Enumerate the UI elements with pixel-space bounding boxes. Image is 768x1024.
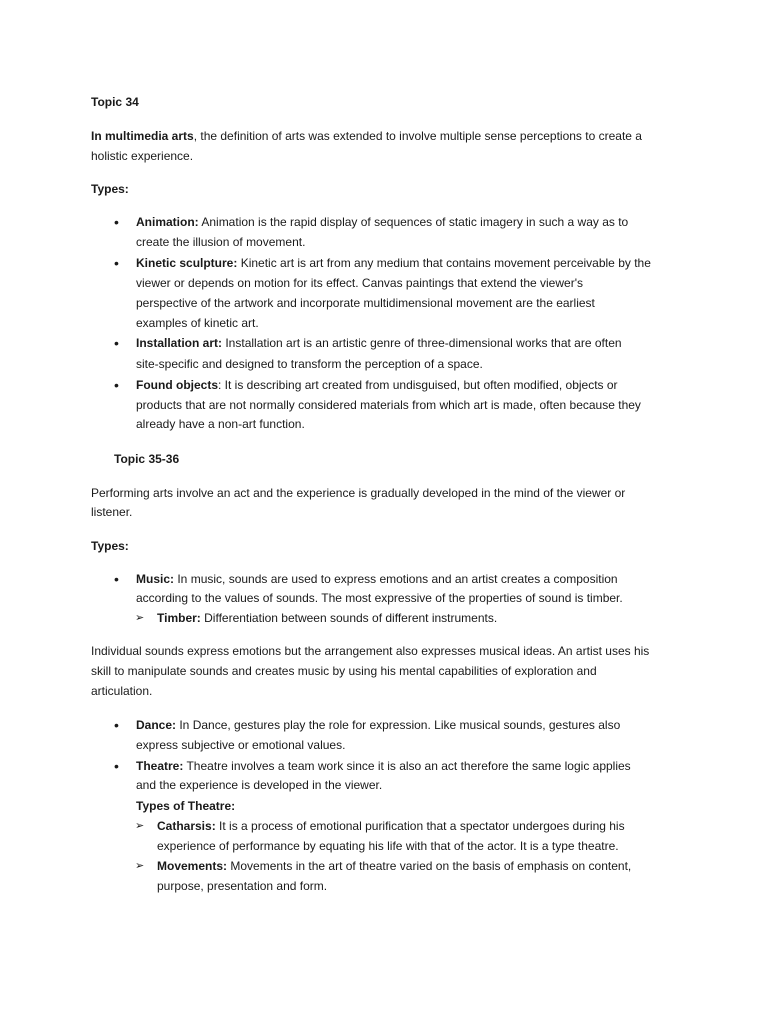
topic-34-types-label: Types: — [91, 182, 129, 196]
item-text: Theatre involves a team work since it is also an act therefore the same logic applies — [183, 759, 631, 773]
sub-item-term: Timber: — [157, 611, 201, 625]
topic-35-36-types-label: Types: — [91, 539, 129, 553]
bullet-glyph: • — [114, 717, 119, 733]
bullet-glyph: • — [114, 377, 119, 393]
item-text-continued: site-specific and designed to transform the perception of a space. — [136, 357, 483, 371]
sub-item-term: Catharsis: — [157, 819, 216, 833]
item-text-continued: and the experience is developed in the viewer. — [136, 778, 383, 792]
arrow-bullet-icon: ➢ — [135, 820, 145, 832]
item-text: Animation is the rapid display of sequences of static imagery in such a way as to — [198, 215, 629, 229]
item-text-continued: create the illusion of movement. — [136, 235, 306, 249]
item-text: Installation art is an artistic genre of three-dimensional works that are often — [222, 336, 622, 350]
item-text: In Dance, gestures play the role for expression. Like musical sounds, gestures also — [176, 718, 621, 732]
list-item-kinetic-sculpture — [136, 253, 651, 273]
list-item-dance — [136, 715, 620, 735]
topic-34-intro-line-1 — [91, 126, 642, 146]
item-text: : It is describing art created from undisguised, but often modified, objects or — [218, 378, 618, 392]
topic-35-36-intro-line-2: listener. — [91, 505, 133, 519]
sub-item-movements — [157, 856, 631, 876]
item-text-continued: products that are not normally considered materials from which art is made, often because they — [136, 398, 641, 412]
bullet-glyph: • — [114, 335, 119, 351]
sub-item-catharsis — [157, 816, 625, 836]
sub-item-term: Movements: — [157, 859, 228, 873]
item-term: Music: — [136, 572, 175, 586]
item-term: Animation: — [136, 215, 199, 229]
arrow-bullet-icon: ➢ — [135, 860, 145, 872]
paragraph-line: articulation. — [91, 684, 153, 698]
item-term: Installation art: — [136, 336, 223, 350]
item-term: Dance: — [136, 718, 177, 732]
list-item-music — [136, 569, 618, 589]
item-term: Found objects — [136, 378, 218, 392]
bullet-glyph: • — [114, 214, 119, 230]
bullet-glyph: • — [114, 758, 119, 774]
bullet-glyph: • — [114, 255, 119, 271]
intro-bold-term: In multimedia arts — [91, 129, 194, 143]
item-text-continued: perspective of the artwork and incorporate multidimensional movement are the earliest — [136, 296, 595, 310]
list-item-installation-art — [136, 333, 622, 353]
intro-text: , the definition of arts was extended to involve multiple sense perceptions to create a — [193, 129, 642, 143]
sub-item-text: Differentiation between sounds of different instruments. — [200, 611, 498, 625]
item-text: In music, sounds are used to express emotions and an artist creates a composition — [174, 572, 618, 586]
item-text-continued: viewer or depends on motion for its effect. Canvas paintings that extend the viewer's — [136, 276, 583, 290]
paragraph-line: skill to manipulate sounds and creates music by using his mental capabilities of exploration and — [91, 664, 597, 678]
item-text-continued: examples of kinetic art. — [136, 316, 259, 330]
topic-34-heading: Topic 34 — [91, 95, 139, 109]
paragraph-line: Individual sounds express emotions but the arrangement also expresses musical ideas. An artist uses his — [91, 644, 650, 658]
list-item-animation — [136, 212, 628, 232]
item-text-continued: already have a non-art function. — [136, 417, 305, 431]
sub-item-text: It is a process of emotional purification that a spectator undergoes during his — [215, 819, 625, 833]
sub-item-text-continued: experience of performance by equating his life with that of the actor. It is a type theatre. — [157, 839, 619, 853]
item-text-continued: according to the values of sounds. The most expressive of the properties of sound is timber. — [136, 591, 623, 605]
item-term: Kinetic sculpture: — [136, 256, 238, 270]
list-item-found-objects — [136, 375, 618, 395]
sub-item-text: Movements in the art of theatre varied on the basis of emphasis on content, — [227, 859, 632, 873]
bullet-glyph: • — [114, 571, 119, 587]
item-text-continued: express subjective or emotional values. — [136, 738, 346, 752]
topic-35-36-intro-line-1: Performing arts involve an act and the experience is gradually developed in the mind of the viewer or — [91, 486, 626, 500]
topic-34-intro-line-2: holistic experience. — [91, 149, 194, 163]
item-text: Kinetic art is art from any medium that contains movement perceivable by the — [237, 256, 651, 270]
types-of-theatre-label: Types of Theatre: — [136, 799, 236, 813]
sub-item-timber — [157, 608, 497, 628]
topic-35-36-heading: Topic 35-36 — [114, 452, 180, 466]
arrow-bullet-icon: ➢ — [135, 612, 145, 624]
list-item-theatre — [136, 756, 631, 776]
sub-item-text-continued: purpose, presentation and form. — [157, 879, 328, 893]
item-term: Theatre: — [136, 759, 184, 773]
